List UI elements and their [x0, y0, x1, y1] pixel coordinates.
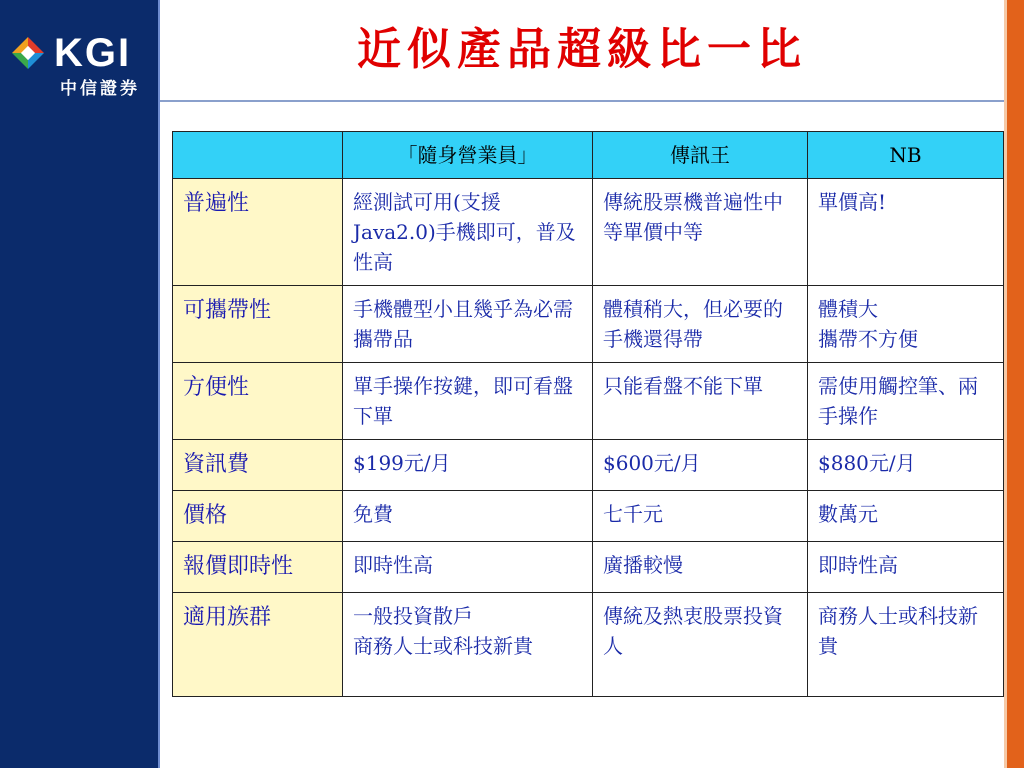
header-pager: 傳訊王	[593, 132, 808, 179]
table-cell: 單價高!	[808, 179, 1004, 286]
table-row	[173, 491, 1004, 542]
table-cell: 需使用觸控筆、兩手操作	[808, 363, 1004, 440]
row-label: 方便性	[173, 363, 343, 440]
table-cell: 傳統股票機普遍性中等單價中等	[593, 179, 808, 286]
right-accent-strip	[1004, 0, 1024, 768]
table-cell: 手機體型小且幾乎為必需攜帶品	[343, 286, 593, 363]
price-cell: $880元/月	[808, 440, 1004, 491]
table-row	[173, 542, 1004, 593]
table-cell: 廣播較慢	[593, 542, 808, 593]
header-nb: NB	[808, 132, 1004, 179]
logo-subtitle: 中信證券	[60, 79, 140, 99]
row-label: 資訊費	[173, 440, 343, 491]
price-cell: $600元/月	[593, 440, 808, 491]
sidebar-edge	[158, 0, 160, 768]
table-cell: 商務人士或科技新貴	[808, 593, 1004, 697]
row-label: 可攜帶性	[173, 286, 343, 363]
table-row	[173, 593, 1004, 697]
header-mobile-broker: 「隨身營業員」	[343, 132, 593, 179]
table-row	[173, 179, 1004, 286]
slide-title: 近似產品超級比一比	[357, 24, 807, 75]
comparison-table	[172, 131, 1004, 697]
table-cell: 數萬元	[808, 491, 1004, 542]
company-logo	[8, 32, 158, 102]
table-cell: 傳統及熱衷股票投資人	[593, 593, 808, 697]
table-cell: 即時性高	[808, 542, 1004, 593]
table-row	[173, 286, 1004, 363]
row-label: 普遍性	[173, 179, 343, 286]
row-label: 適用族群	[173, 593, 343, 697]
logo-text: KGI	[54, 31, 132, 75]
price-cell: $199元/月	[343, 440, 593, 491]
title-divider	[160, 100, 1004, 102]
table-row	[173, 440, 1004, 491]
table-cell: 免費	[343, 491, 593, 542]
kgi-diamond-icon	[12, 37, 44, 69]
table-cell: 體積大 攜帶不方便	[808, 286, 1004, 363]
table-cell: 一般投資散戶 商務人士或科技新貴	[343, 593, 593, 697]
row-label: 價格	[173, 491, 343, 542]
table-cell: 即時性高	[343, 542, 593, 593]
table-cell: 單手操作按鍵，即可看盤下單	[343, 363, 593, 440]
left-sidebar	[0, 0, 160, 768]
table-row	[173, 363, 1004, 440]
header-corner	[173, 132, 343, 179]
table-cell: 體積稍大，但必要的手機還得帶	[593, 286, 808, 363]
table-cell: 經測試可用(支援Java2.0)手機即可，普及性高	[343, 179, 593, 286]
table-cell: 七千元	[593, 491, 808, 542]
row-label: 報價即時性	[173, 542, 343, 593]
table-cell: 只能看盤不能下單	[593, 363, 808, 440]
table-header-row	[173, 132, 1004, 179]
